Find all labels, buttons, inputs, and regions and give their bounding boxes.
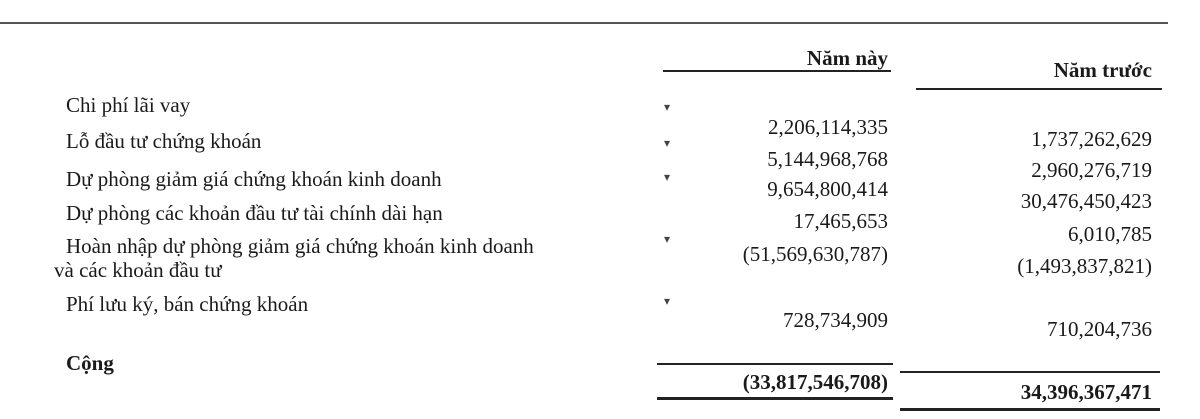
row-label-long-term-investment-provision: Dự phòng các khoản đầu tư tài chính dài hạn <box>66 201 443 225</box>
value-previous: 1,737,262,629 <box>1031 127 1152 151</box>
header-current-year: Năm này <box>806 46 888 70</box>
value-previous: 2,960,276,719 <box>1031 158 1152 182</box>
value-previous: 710,204,736 <box>1047 317 1152 341</box>
value-previous: (1,493,837,821) <box>1017 254 1152 278</box>
total-rule-top-current <box>657 363 893 365</box>
value-current: 17,465,653 <box>793 209 888 233</box>
tick-mark: ▾ <box>664 232 671 246</box>
total-current: (33,817,546,708) <box>742 370 888 394</box>
tick-mark: ▾ <box>664 100 671 114</box>
value-current: (51,569,630,787) <box>742 242 888 266</box>
header-rule-previous <box>916 88 1162 90</box>
row-label-provision-reversal-line1: Hoàn nhập dự phòng giảm giá chứng khoán kinh doanh <box>66 234 534 258</box>
total-rule-bottom-previous <box>900 408 1160 411</box>
top-border-line <box>0 0 1168 24</box>
header-rule-current <box>663 70 891 72</box>
tick-mark: ▾ <box>664 170 671 184</box>
total-label: Cộng <box>66 351 114 375</box>
value-current: 5,144,968,768 <box>767 147 888 171</box>
total-previous: 34,396,367,471 <box>1020 380 1152 404</box>
tick-mark: ▾ <box>664 294 671 308</box>
header-previous-year: Năm trước <box>1053 58 1152 82</box>
row-label-provision-reversal-line2: và các khoản đầu tư <box>54 258 222 282</box>
row-label-interest-expense: Chi phí lãi vay <box>66 93 191 117</box>
row-label-securities-loss: Lỗ đầu tư chứng khoán <box>66 129 262 153</box>
total-rule-top-previous <box>900 371 1160 373</box>
value-current: 728,734,909 <box>783 308 888 332</box>
value-previous: 6,010,785 <box>1068 222 1152 246</box>
tick-mark: ▾ <box>664 136 671 150</box>
row-label-trading-securities-provision: Dự phòng giảm giá chứng khoán kinh doanh <box>66 167 442 191</box>
value-previous: 30,476,450,423 <box>1020 189 1152 213</box>
value-current: 2,206,114,335 <box>768 115 888 139</box>
total-rule-bottom-current <box>657 397 893 400</box>
value-current: 9,654,800,414 <box>767 177 888 201</box>
row-label-custody-fees: Phí lưu ký, bán chứng khoán <box>66 292 309 316</box>
